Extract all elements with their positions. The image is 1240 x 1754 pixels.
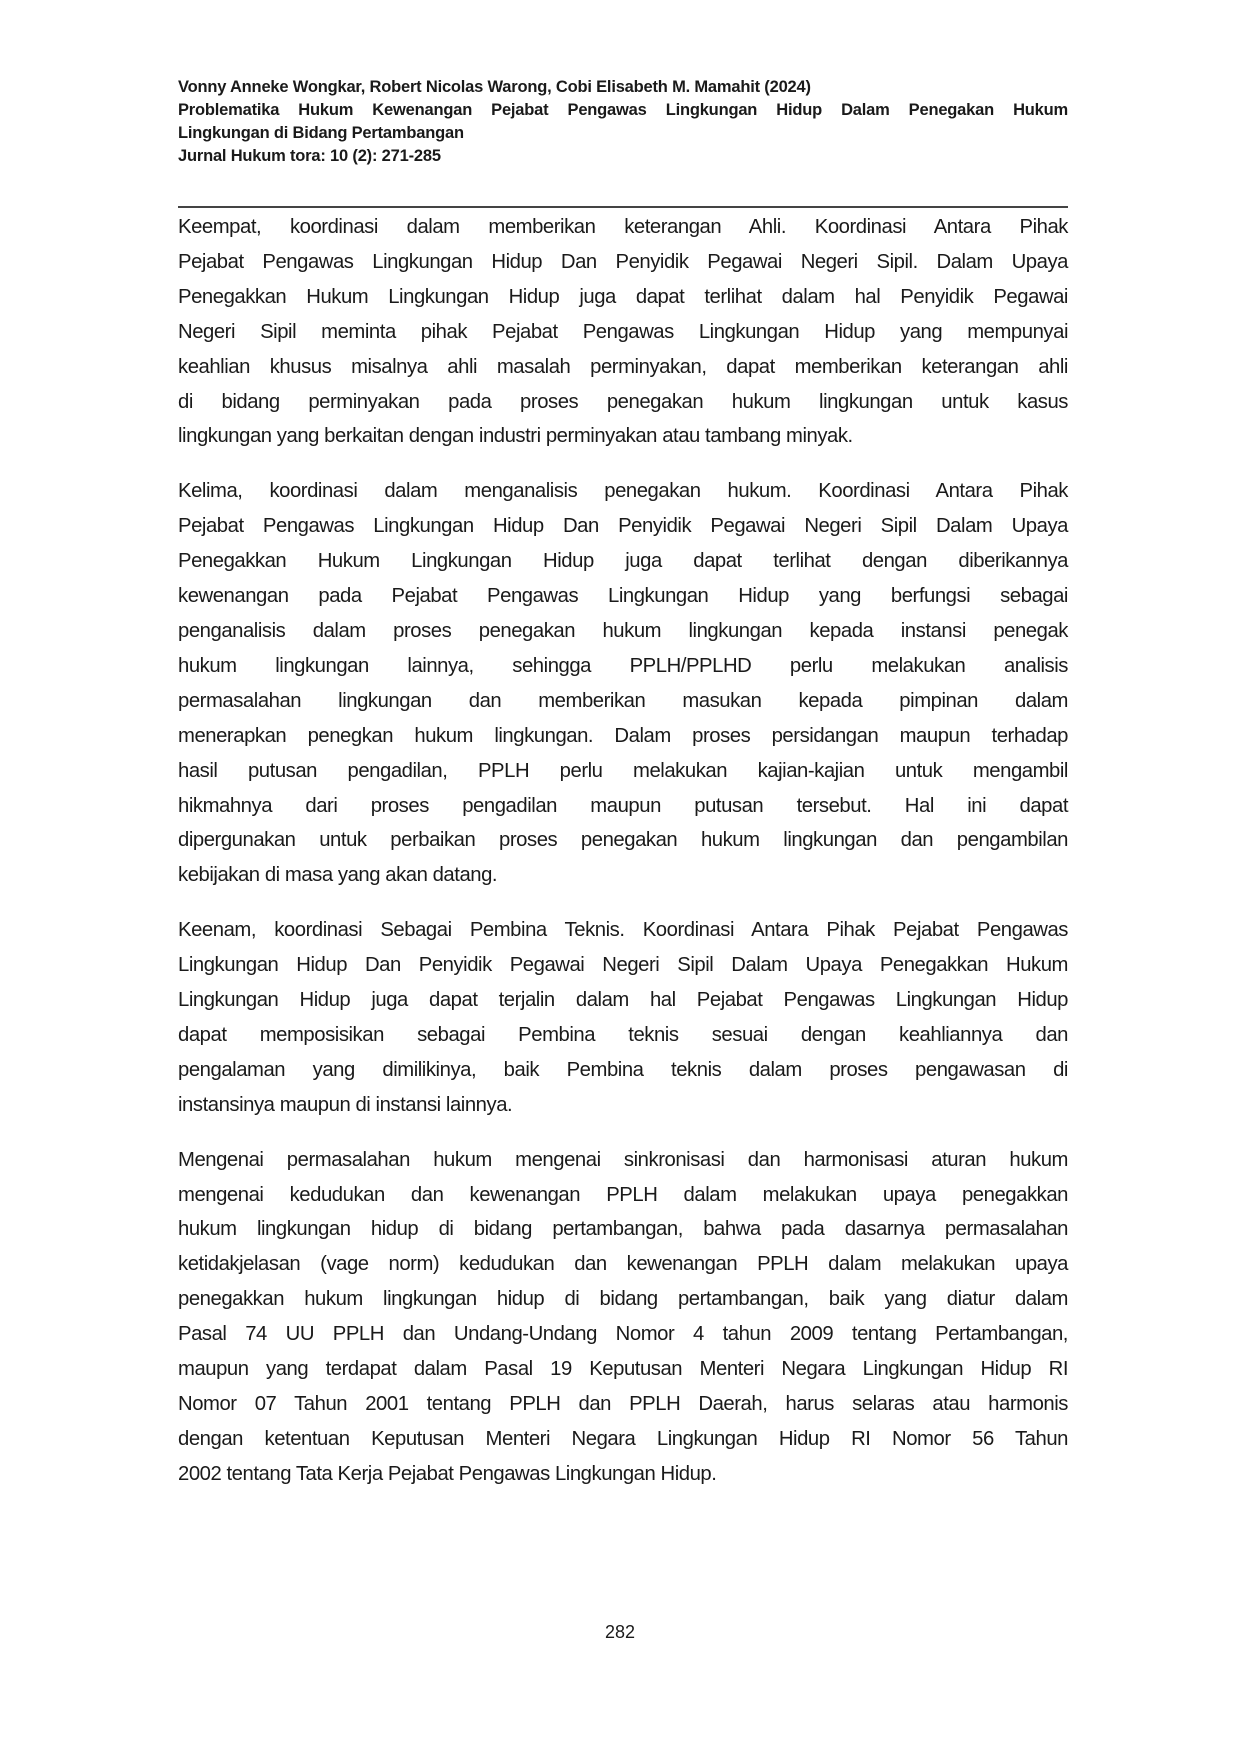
text-line: 2002 tentang Tata Kerja Pejabat Pengawas Lingkungan Hidup.: [178, 1462, 717, 1485]
text-line: penganalisis dalam proses penegakan hukum lingkungan kepada instansi penegak: [178, 619, 1068, 642]
text-line: Keenam, koordinasi Sebagai Pembina Teknis. Koordinasi Antara Pihak Pejabat Pengawas: [178, 919, 1068, 942]
text-line: penegakkan hukum lingkungan hidup di bidang pertambangan, baik yang diatur dalam: [178, 1288, 1068, 1311]
text-line: di bidang perminyakan pada proses penegakan hukum lingkungan untuk kasus: [178, 390, 1068, 413]
text-line: hikmahnya dari proses pengadilan maupun putusan tersebut. Hal ini dapat: [178, 794, 1068, 817]
paragraph: [178, 913, 1068, 1122]
text-line: Negeri Sipil meminta pihak Pejabat Pengawas Lingkungan Hidup yang mempunyai: [178, 320, 1068, 343]
text-line: kewenangan pada Pejabat Pengawas Lingkungan Hidup yang berfungsi sebagai: [178, 585, 1068, 608]
text-line: mengenai kedudukan dan kewenangan PPLH dalam melakukan upaya penegakkan: [178, 1183, 1068, 1206]
text-line: kebijakan di masa yang akan datang.: [178, 864, 498, 887]
text-line: Pejabat Pengawas Lingkungan Hidup Dan Penyidik Pegawai Negeri Sipil. Dalam Upaya: [178, 250, 1068, 273]
text-line: dengan ketentuan Keputusan Menteri Negara Lingkungan Hidup RI Nomor 56 Tahun: [178, 1427, 1068, 1450]
paragraph: [178, 210, 1068, 454]
text-line: Nomor 07 Tahun 2001 tentang PPLH dan PPLH Daerah, harus selaras atau harmonis: [178, 1393, 1068, 1415]
text-line: hukum lingkungan hidup di bidang pertambangan, bahwa pada dasarnya permasalahan: [178, 1218, 1068, 1241]
text-line: maupun yang terdapat dalam Pasal 19 Keputusan Menteri Negara Lingkungan Hidup RI: [178, 1358, 1068, 1381]
paragraph: [178, 474, 1068, 893]
text-line: lingkungan yang berkaitan dengan industri perminyakan atau tambang minyak.: [178, 425, 853, 448]
header-divider: [178, 206, 1068, 208]
text-line: Penegakkan Hukum Lingkungan Hidup juga dapat terlihat dalam hal Penyidik Pegawai: [178, 285, 1068, 308]
text-line: Lingkungan Hidup Dan Penyidik Pegawai Negeri Sipil Dalam Upaya Penegakkan Hukum: [178, 954, 1068, 977]
text-line: Pasal 74 UU PPLH dan Undang-Undang Nomor 4 tahun 2009 tentang Pertambangan,: [178, 1323, 1068, 1346]
text-line: permasalahan lingkungan dan memberikan masukan kepada pimpinan dalam: [178, 689, 1068, 712]
text-line: Kelima, koordinasi dalam menganalisis penegakan hukum. Koordinasi Antara Pihak: [178, 480, 1068, 503]
text-line: Mengenai permasalahan hukum mengenai sinkronisasi dan harmonisasi aturan hukum: [178, 1148, 1068, 1171]
paragraph: [178, 1143, 1068, 1492]
text-line: hukum lingkungan lainnya, sehingga PPLH/PPLHD perlu melakukan analisis: [178, 654, 1068, 677]
text-line: Pejabat Pengawas Lingkungan Hidup Dan Penyidik Pegawai Negeri Sipil Dalam Upaya: [178, 515, 1068, 538]
header-title-line-2: Lingkungan di Bidang Pertambangan: [178, 124, 464, 142]
text-line: instansinya maupun di instansi lainnya.: [178, 1093, 513, 1116]
text-line: dipergunakan untuk perbaikan proses penegakan hukum lingkungan dan pengambilan: [178, 829, 1068, 852]
text-line: menerapkan penegkan hukum lingkungan. Dalam proses persidangan maupun terhadap: [178, 724, 1068, 747]
text-line: keahlian khusus misalnya ahli masalah perminyakan, dapat memberikan keterangan ahli: [178, 355, 1068, 378]
running-header: [178, 76, 1068, 168]
text-line: Keempat, koordinasi dalam memberikan keterangan Ahli. Koordinasi Antara Pihak: [178, 216, 1068, 238]
text-line: hasil putusan pengadilan, PPLH perlu melakukan kajian-kajian untuk mengambil: [178, 759, 1068, 782]
header-journal-citation: Jurnal Hukum tora: 10 (2): 271-285: [178, 147, 441, 165]
page-number: 282: [604, 1622, 636, 1642]
text-line: dapat memposisikan sebagai Pembina teknis sesuai dengan keahliannya dan: [178, 1023, 1068, 1046]
text-line: pengalaman yang dimilikinya, baik Pembina teknis dalam proses pengawasan di: [178, 1058, 1068, 1081]
text-line: ketidakjelasan (vage norm) kedudukan dan kewenangan PPLH dalam melakukan upaya: [178, 1253, 1068, 1276]
body-text: [178, 210, 1068, 1512]
text-line: Penegakkan Hukum Lingkungan Hidup juga dapat terlihat dengan diberikannya: [178, 550, 1068, 573]
text-line: Lingkungan Hidup juga dapat terjalin dalam hal Pejabat Pengawas Lingkungan Hidup: [178, 989, 1068, 1012]
header-title-line-1: Problematika Hukum Kewenangan Pejabat Pengawas Lingkungan Hidup Dalam Penegakan Hukum: [178, 101, 1068, 119]
header-authors: Vonny Anneke Wongkar, Robert Nicolas Warong, Cobi Elisabeth M. Mamahit (2024): [178, 78, 811, 96]
